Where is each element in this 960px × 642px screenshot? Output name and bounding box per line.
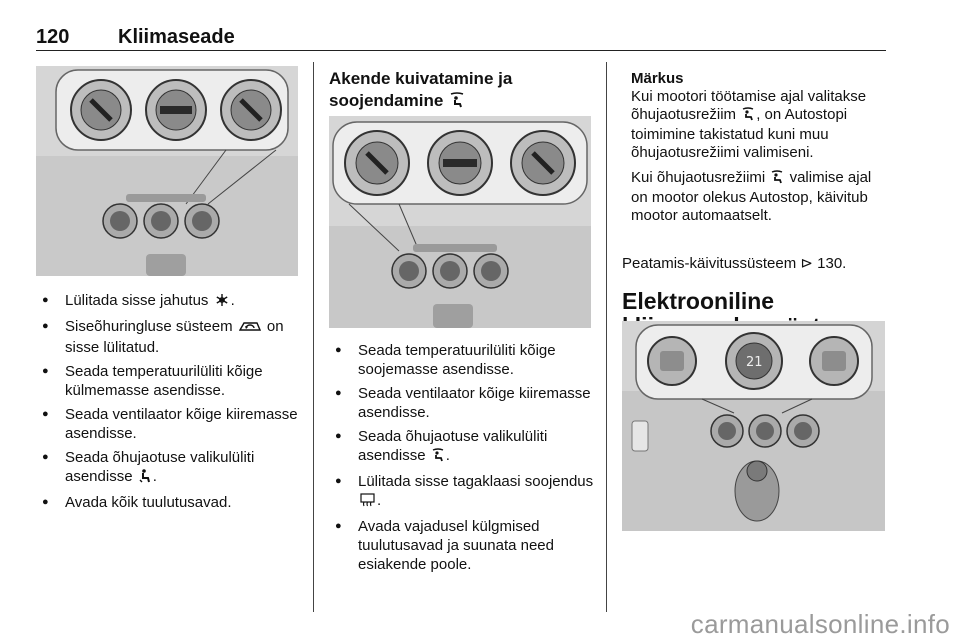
list-item: ● Seada ventilaator kõige kiiremasse asendisse. (329, 384, 601, 422)
section-heading-electronic-climate: Elektrooniline (622, 288, 775, 314)
list-item: ● Seada ventilaator kõige kiiremasse asendisse. (36, 405, 306, 443)
list-item: ● Seada õhujaotuse valikulüliti asendisse . (36, 448, 306, 488)
footwell-airflow-icon (139, 469, 151, 488)
note-box: Märkus Kui mootori töötamise ajal valitakse õhujaotusrežiim , on Autostopi toimimine takistatud kuni muu õhujaotusrežiimi valimiseni. Kui õhujaotusrežiimi valimise ajal on mootor olekus Autostop, käivitub mootor automaatselt. (631, 70, 891, 232)
list-item: ● Seada õhujaotuse valikulüliti asendisse . (329, 427, 601, 467)
column-divider-left (313, 62, 314, 612)
page-title: Kliimaseade (118, 26, 235, 48)
list-item: ● Lülitada sisse jahutus . (36, 291, 306, 312)
page-reference[interactable]: Peatamis-käivitussüsteem ⊳ 130. (622, 255, 847, 272)
note-label: Märkus (631, 70, 684, 87)
reference-arrow-icon: ⊳ (800, 255, 813, 272)
column-divider-right (606, 62, 607, 612)
defrost-airflow-icon (742, 107, 754, 126)
defrost-controls-image (329, 116, 591, 328)
list-item: ● Seada temperatuurilüliti kõige külmemasse asendisse. (36, 362, 306, 400)
svg-text:21: 21 (746, 355, 763, 370)
cooling-steps-list (36, 291, 306, 517)
list-item: ● Avada kõik tuulutusavad. (36, 493, 306, 512)
electronic-climate-control-image (622, 321, 885, 531)
rear-window-heating-icon (360, 493, 375, 512)
recirculation-icon (239, 319, 261, 338)
defrost-steps-list (329, 341, 601, 579)
defrost-airflow-icon (450, 92, 464, 114)
page-number: 120 (36, 26, 70, 48)
list-item: ● Avada vajadusel külgmised tuulutusavad ja suunata need esiakende poole. (329, 517, 601, 574)
defrost-airflow-icon (432, 448, 444, 467)
snowflake-icon (215, 293, 229, 312)
header-rule (36, 50, 886, 51)
list-item: ● Siseõhuringluse süsteem on sisse lülitatud. (36, 317, 306, 357)
air-conditioning-controls-image (36, 66, 298, 276)
section-heading-defrost: Akende kuivatamine ja soojendamine (329, 68, 599, 114)
watermark: carmanualsonline.info (690, 609, 950, 639)
list-item: ● Seada temperatuurilüliti kõige soojemasse asendisse. (329, 341, 601, 379)
list-item: ● Lülitada sisse tagaklaasi soojendus . (329, 472, 601, 512)
defrost-airflow-icon (771, 170, 783, 189)
